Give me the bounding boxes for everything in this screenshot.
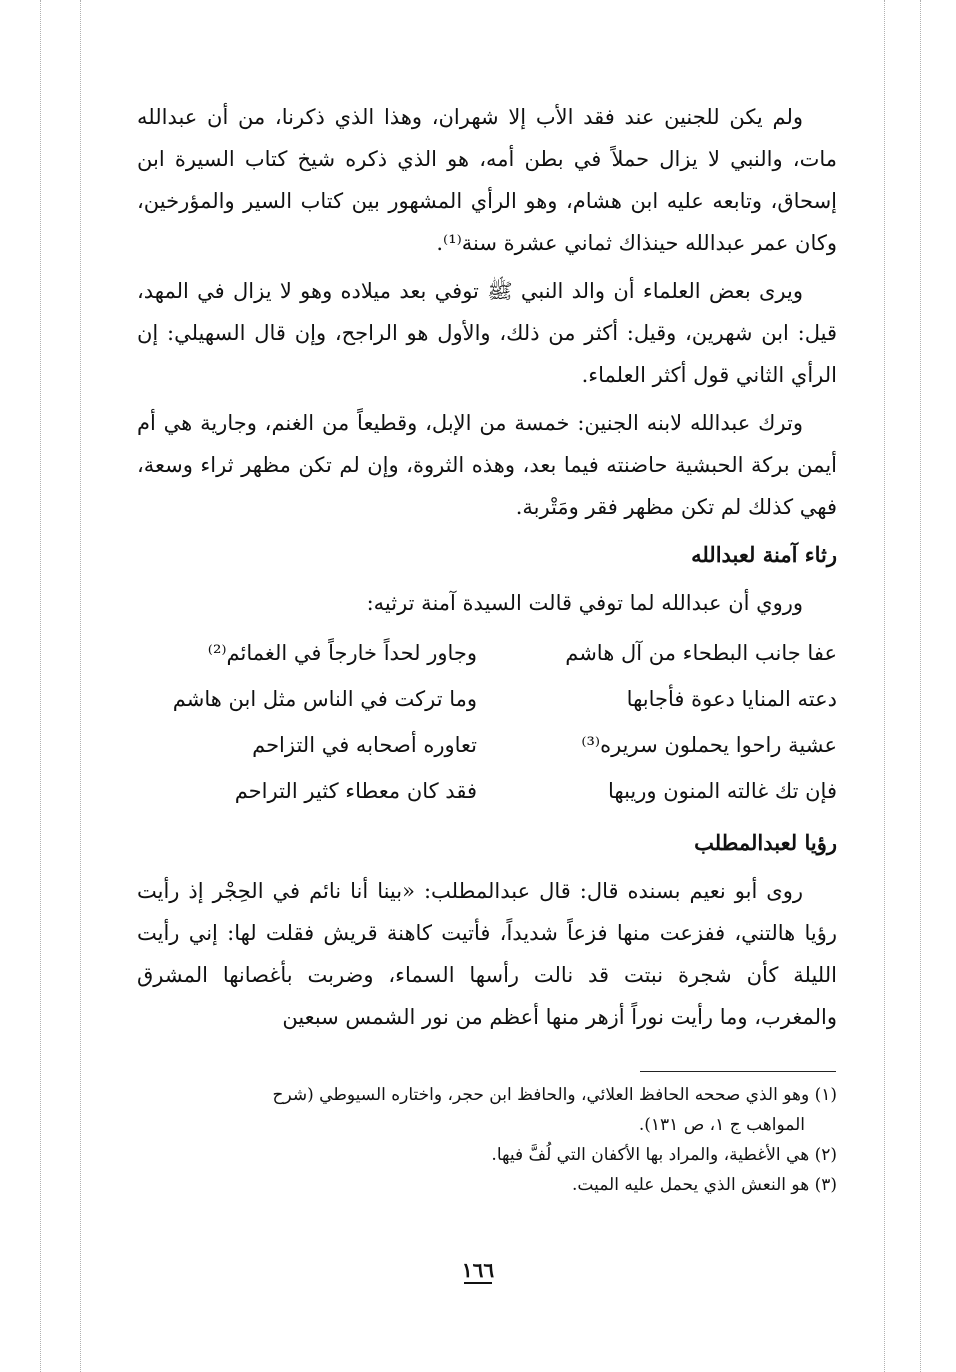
verse-second-hemistich: وما تركت في الناس مثل ابن هاشم <box>172 687 477 711</box>
footnotes <box>137 1080 837 1200</box>
footnote-1-continuation: المواهب ج ١، ص ١٣١). <box>638 1115 805 1135</box>
main-text <box>137 96 837 1044</box>
footnote-2 <box>137 1140 837 1170</box>
paragraph-text: وترك عبدالله لابنه الجنين: خمسة من الإبل، وقطيعاً من الغنم، وجارية هي أم أيمن بركة الحبشية حاضنته فيما بعد، وهذه الثروة، وإن لم تكن مظهر ثراء وسعة، فهي كذلك لم تكن مظهر فقر ومَتْربة. <box>137 411 837 519</box>
verse-first-hemistich: دعته المنايا دعوة فأجابها <box>626 687 837 711</box>
footnote-separator <box>640 1071 836 1072</box>
paragraph-text: روى أبو نعيم بسنده قال: قال عبدالمطلب: «بينا أنا نائم في الحِجْر إذ رأيت رؤيا هالتني، ففزعت منها فزعاً شديداً، فأتيت كاهنة قريش فقلت لها: إني رأيت الليلة كأن شجرة نبتت قد نالت رأسها السماء، وضربت بأغصانها المشرق والمغرب، وما رأيت نوراً أزهر منها أعظم من نور الشمس سبعين <box>137 879 837 1029</box>
scan-edge-right-outer <box>920 0 921 1372</box>
poem-verse <box>137 722 837 768</box>
section-heading-dream: رؤيا لعبدالمطلب <box>694 830 837 855</box>
footnote-marker: (١) <box>814 1085 837 1105</box>
scan-edge-right <box>884 0 885 1372</box>
paragraph-text: ويرى بعض العلماء أن والد النبي ﷺ توفي بعد ميلاده وهو لا يزال في المهد، قيل: ابن شهرين، وقيل: أكثر من ذلك، والأول هو الراجح، وإن قال السهيلي: إن الرأي الثاني قول أكثر العلماء. <box>137 279 837 387</box>
poem <box>137 630 837 814</box>
poem-verse <box>137 676 837 722</box>
footnote-marker: (٣) <box>814 1175 837 1195</box>
poem-verse <box>137 630 837 676</box>
verse-second-hemistich: تعاوره أصحابه في التزاحم <box>252 733 477 757</box>
scan-edge-left <box>40 0 41 1372</box>
footnote-text: هو النعش الذي يحمل عليه الميت. <box>571 1175 810 1195</box>
verse-first-hemistich: فإن تك غالته المنون وريبها <box>607 779 837 803</box>
section-heading-elegy: رثاء آمنة لعبدالله <box>691 542 837 567</box>
scan-edge-left-inner <box>80 0 81 1372</box>
poem-intro <box>137 582 837 624</box>
paragraph-scholars-view <box>137 270 837 396</box>
footnote-1 <box>137 1080 837 1110</box>
poem-verse <box>137 768 837 814</box>
verse-second-hemistich: فقد كان معطاء كثير التراحم <box>234 779 477 803</box>
paragraph-inheritance <box>137 402 837 528</box>
verse-second-hemistich: وجاور لحداً خارجاً في الغمائم⁽²⁾ <box>207 641 477 665</box>
footnote-marker: (٢) <box>814 1145 837 1165</box>
verse-first-hemistich: عفا جانب البطحاء من آل هاشم <box>565 641 837 665</box>
footnote-text: هي الأغطية، والمراد بها الأكفان التي لُفَّ فيها. <box>491 1145 810 1165</box>
paragraph-text: ولم يكن للجنين عند فقد الأب إلا شهران، وهذا الذي ذكرنا، من أن عبدالله مات، والنبي لا يزال حملاً في بطن أمه، هو الذي ذكره شيخ كتاب السيرة ابن إسحاق، وتابعه عليه ابن هشام، وهو الرأي المشهور بين كتاب السير والمؤرخين، وكان عمر عبدالله حينذاك ثماني عشرة سنة⁽¹⁾. <box>137 105 837 255</box>
paragraph-death-of-abdullah <box>137 96 837 264</box>
poem-intro-text: وروي أن عبدالله لما توفي قالت السيدة آمنة ترثيه: <box>366 591 803 615</box>
footnote-3 <box>137 1170 837 1200</box>
page-number: ١٦٦ <box>448 1258 508 1282</box>
paragraph-dream <box>137 870 837 1038</box>
footnote-text: وهو الذي صححه الحافظ العلائي، والحافظ ابن حجر، واختاره السيوطي (شرح <box>272 1085 810 1105</box>
verse-first-hemistich: عشية راحوا يحملون سريره⁽³⁾ <box>581 733 837 757</box>
